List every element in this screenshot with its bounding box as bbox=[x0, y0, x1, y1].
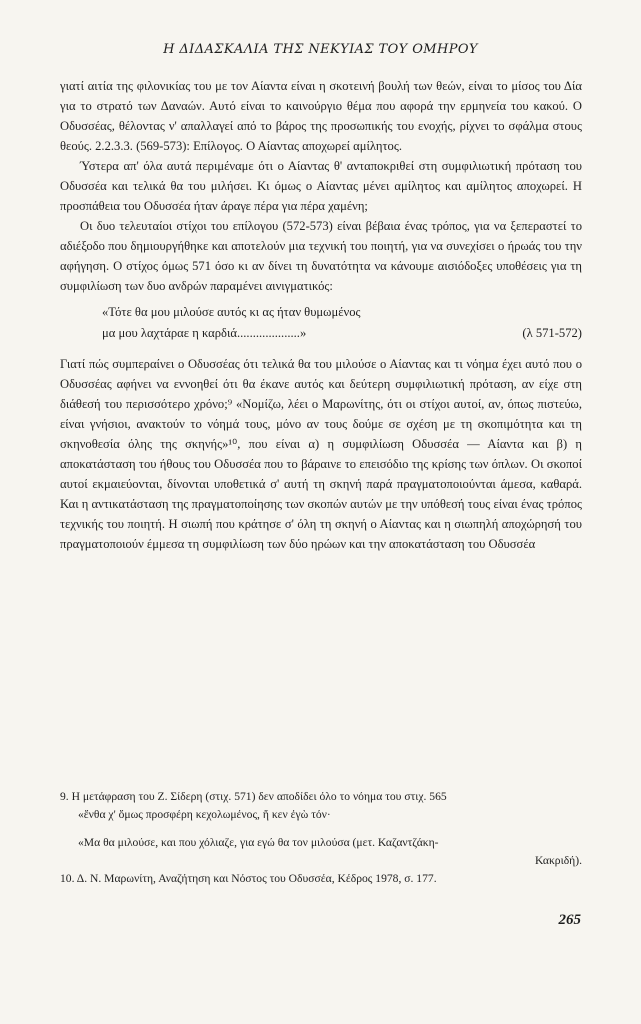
footnote-9-translation: «Μα θα μιλούσε, και που χόλιαζε, για εγώ θα τον μιλούσα (μετ. Καζαντζάκη- bbox=[78, 836, 439, 849]
footnotes bbox=[60, 788, 582, 888]
page-number: 265 bbox=[558, 912, 581, 928]
paragraph-4: Γιατί πώς συμπεραίνει ο Οδυσσέας ότι τελικά θα του μιλούσε ο Αίαντας και τι νόημα έχει αυτό που ο Οδυσσέας αφήνει να εννοηθεί ότι θα έκανε αυτός και δεύτερη συμφιλιωτική πρόταση, αν είχε στη διάθεσή του περισσότερο χρόνο;⁹ «Νομίζω, λέει ο Μαρωνίτης, ότι οι στίχοι αυτοί, αν, όπως πιστεύω, είναι γνήσιοι, ανακτούν το νόημά τους, μόνο αν τους δούμε σε σχέση με τη σκοπιμότητα και τη σκηνοθεσία όλης της σκηνής»¹⁰, που είναι α) η συμφιλίωση Οδυσσέα — Αίαντα και β) η αποκατάσταση του ήθους του Οδυσσέα που το βάραινε το επεισόδιο της κρίσης των όπλων. Οι σκοποί αυτοί εκμαιεύονται, δίνονται υποθετικά σ' αυτή τη σκηνή παρά πραγματοποιούνται άμεσα, καθαρά. Και η αντικατάσταση της πραγματοποίησης των σκοπών αυτών με την υπόθεσή τους είναι ένας τρόπος τεχνικής του ποιητή. Η σιωπή που κράτησε σ' όλη τη σκηνή ο Αίαντας και η σιωπηλή αποχώρησή του πραγματοποιούν έμμεσα τη συμφιλίωση των δύο ηρώων και την αποκατάσταση του Οδυσσέα bbox=[60, 357, 582, 551]
verse-line-2 bbox=[102, 323, 582, 344]
footnote-9-translation-end: Κακριδή). bbox=[534, 854, 582, 867]
verse-quote bbox=[60, 302, 582, 344]
footnote-10: 10. Δ. Ν. Μαρωνίτη, Αναζήτηση και Νόστος του Οδυσσέα, Κέδρος 1978, σ. 177. bbox=[60, 872, 437, 885]
paragraph-2: Ύστερα απ' όλα αυτά περιμέναμε ότι ο Αίαντας θ' ανταποκριθεί στη συμφιλιωτική πρόταση του Οδυσσέα και τελικά θα του μιλήσει. Κι όμως ο Αίαντας μένει αμίλητος και αμίλητος αποχωρεί. Η προσπάθεια του Οδυσσέα ήταν άραγε πέρα για πέρα χαμένη; bbox=[60, 159, 582, 213]
paragraph-1: γιατί αιτία της φιλονικίας του με τον Αίαντα είναι η σκοτεινή βουλή των θεών, είναι το μίσος του Δία για το στρατό των Δαναών. Αυτό είναι το καινούργιο θέμα που αφορά την ερμηνεία του κακού. Ο Οδυσσέας, θέλοντας ν' απαλλαγεί από το βάρος της προσωπικής του ενοχής, ρίχνει το σφάλμα στους θεούς. 2.2.3.3. (569-573): Επίλογος. Ο Αίαντας αποχωρεί αμίλητος. bbox=[60, 79, 582, 153]
running-head: Η ΔΙΔΑΣΚΑΛΙΑ ΤΗΣ ΝΕΚΥΙΑΣ ΤΟΥ ΟΜΗΡΟΥ bbox=[163, 42, 478, 57]
verse-reference: (λ 571-572) bbox=[522, 326, 582, 340]
verse-line-2-text: μα μου λαχτάραε η καρδιά....................» bbox=[102, 326, 307, 340]
verse-line-1: «Τότε θα μου μιλούσε αυτός κι ας ήταν θυμωμένος bbox=[102, 305, 361, 319]
paragraph-3: Οι δυο τελευταίοι στίχοι του επίλογου (572-573) είναι βέβαια ένας τρόπος, για να ξεπεραστεί το αδιέξοδο που δημιουργήθηκε και αποτελούν μια τεχνική του ποιητή, για να συνεχίσει ο ήρωάς του την αφήγηση. Ο στίχος όμως 571 όσο κι αν δίνει τη δυνατότητα να κάνουμε αισιόδοξες υποθέσεις για τη συμφιλίωση των δυο ανδρών παραμένει αινιγματικός: bbox=[60, 219, 582, 293]
footnote-9-greek: «ἔνθα χ' ὅμως προσφέρη κεχολωμένος, ἤ κεν ἐγὼ τόν· bbox=[78, 808, 331, 821]
main-text bbox=[60, 76, 582, 554]
footnote-9: 9. Η μετάφραση του Ζ. Σίδερη (στιχ. 571) δεν αποδίδει όλο το νόημα του στιχ. 565 bbox=[60, 790, 447, 803]
